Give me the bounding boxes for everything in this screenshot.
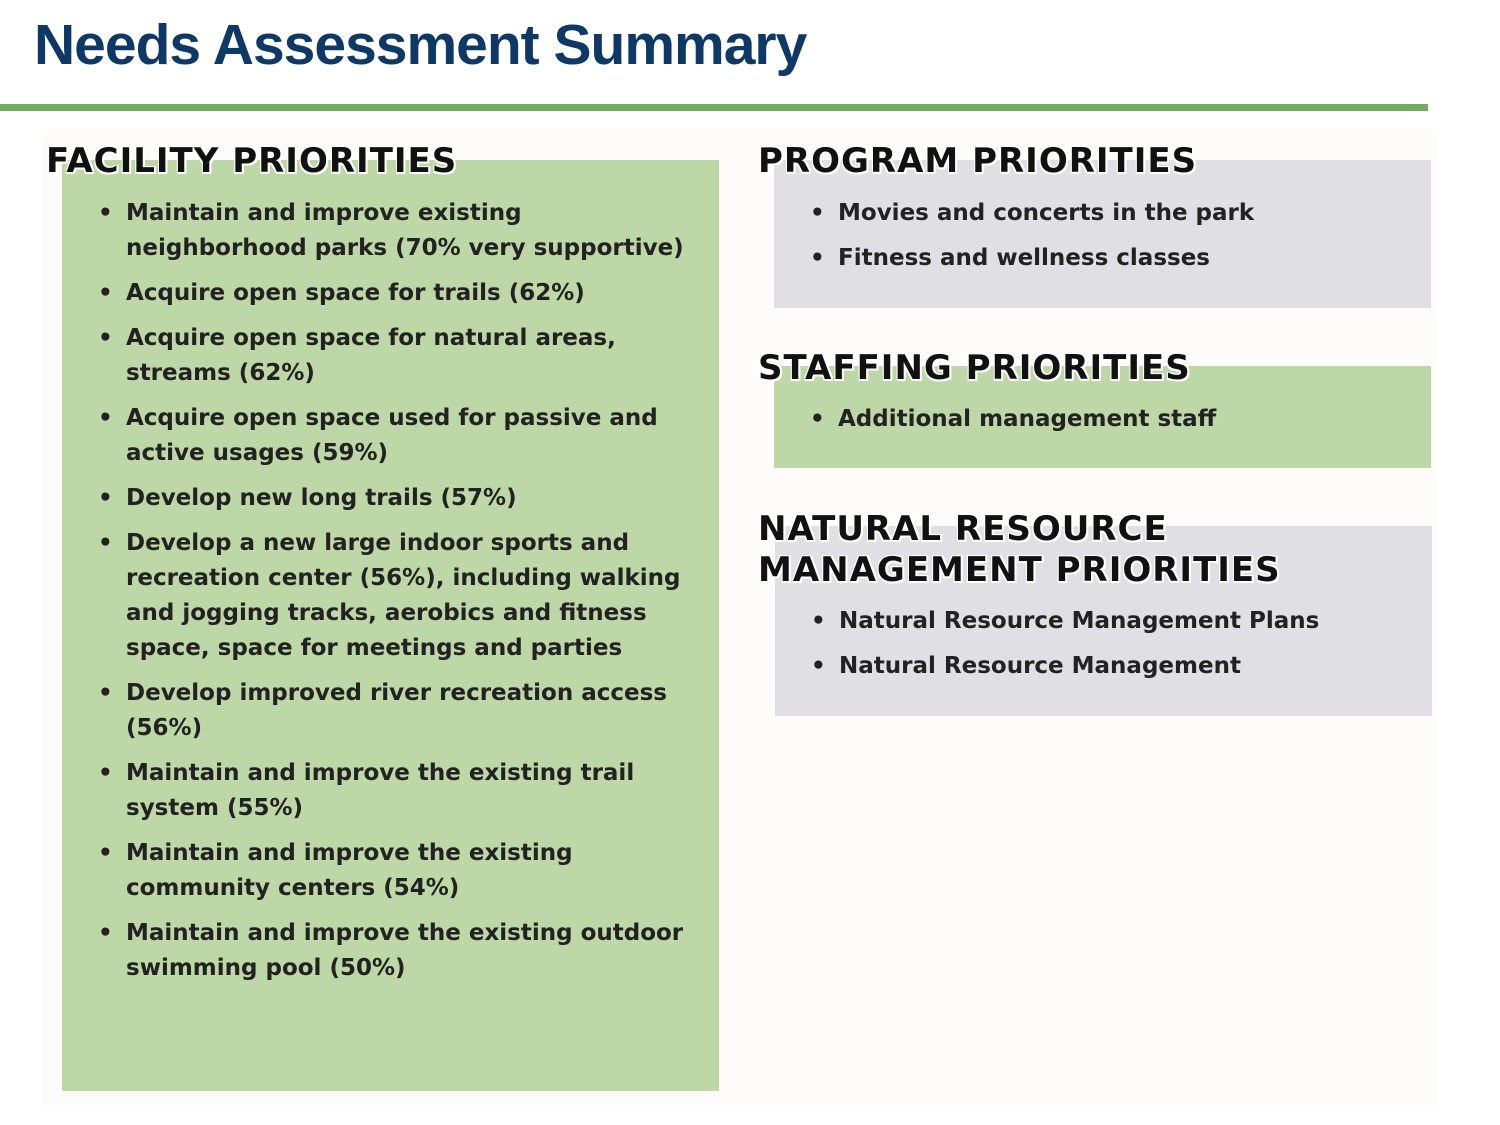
list-item: • Natural Resource Management Plans: [811, 604, 1411, 639]
staffing-list: [810, 402, 1410, 437]
list-item: • Acquire open space for trails (62%): [98, 276, 698, 311]
facility-heading: FACILITY PRIORITIES: [46, 141, 458, 181]
bullet: •: [810, 200, 825, 226]
bullet: •: [98, 485, 113, 511]
list-item: • Develop improved river recreation access (56%): [98, 676, 698, 746]
list-item: • Develop a new large indoor sports and recreation center (56%), including walking and jogging tracks, aerobics and fitness space, space for meetings and parties: [98, 526, 698, 666]
natural-heading-line1: NATURAL RESOURCE: [758, 509, 1168, 549]
facility-list: [98, 196, 698, 996]
list-item: • Maintain and improve existing neighborhood parks (70% very supportive): [98, 196, 698, 266]
bullet: •: [98, 280, 113, 306]
list-item: • Acquire open space used for passive and active usages (59%): [98, 401, 698, 471]
natural-list: [811, 604, 1411, 694]
bullet: •: [98, 200, 113, 226]
staffing-heading: STAFFING PRIORITIES: [758, 348, 1191, 388]
bullet: •: [98, 840, 113, 866]
natural-heading-line2: MANAGEMENT PRIORITIES: [758, 550, 1281, 590]
bullet: •: [98, 405, 113, 431]
bullet: •: [98, 920, 113, 946]
list-item: • Movies and concerts in the park: [810, 196, 1410, 231]
bullet: •: [810, 245, 825, 271]
bullet: •: [98, 680, 113, 706]
list-item: • Natural Resource Management: [811, 649, 1411, 684]
bullet: •: [811, 653, 826, 679]
list-item: • Develop new long trails (57%): [98, 481, 698, 516]
bullet: •: [98, 530, 113, 556]
bullet: •: [811, 608, 826, 634]
bullet: •: [98, 325, 113, 351]
title-divider: [0, 104, 1428, 111]
program-heading: PROGRAM PRIORITIES: [758, 141, 1198, 181]
list-item: • Maintain and improve the existing trail system (55%): [98, 756, 698, 826]
list-item: • Additional management staff: [810, 402, 1410, 437]
list-item: • Maintain and improve the existing community centers (54%): [98, 836, 698, 906]
bullet: •: [98, 760, 113, 786]
list-item: • Fitness and wellness classes: [810, 241, 1410, 276]
page-title: Needs Assessment Summary: [34, 13, 807, 77]
list-item: • Acquire open space for natural areas, streams (62%): [98, 321, 698, 391]
list-item: • Maintain and improve the existing outdoor swimming pool (50%): [98, 916, 698, 986]
program-list: [810, 196, 1410, 286]
bullet: •: [810, 406, 825, 432]
